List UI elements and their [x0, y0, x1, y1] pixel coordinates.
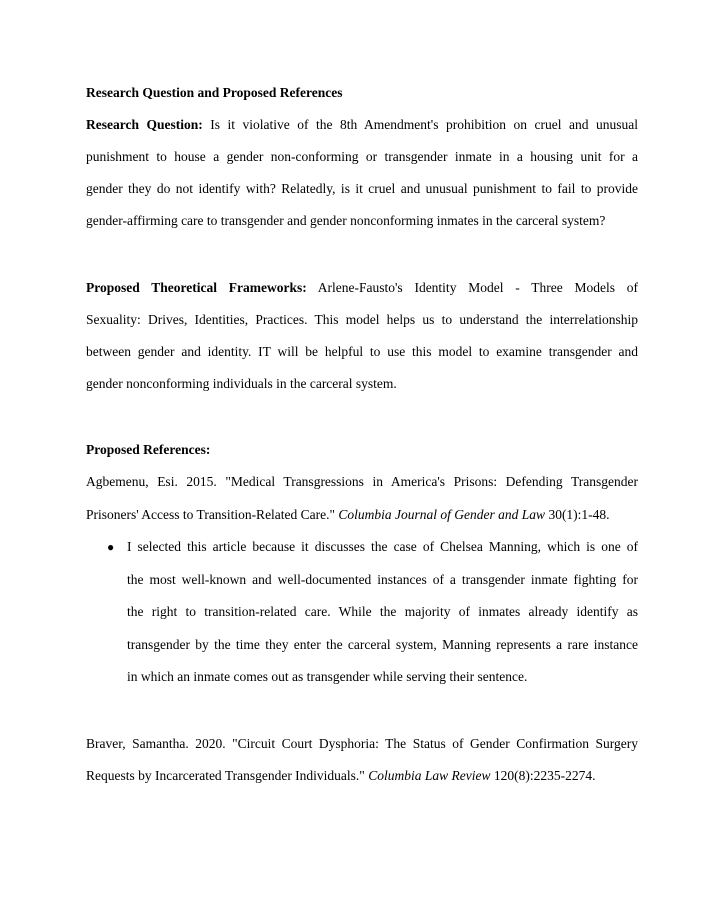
references-heading: Proposed References: — [86, 442, 211, 457]
reference-1-journal: Columbia Journal of Gender and Law — [338, 507, 546, 522]
research-question-line-4: gender-affirming care to transgender and gender nonconforming inmates in the carceral system? — [86, 213, 606, 228]
frameworks-line-3: between gender and identity. IT will be helpful to use this model to examine transgender and — [86, 344, 638, 359]
bullet-icon: ● — [107, 540, 115, 554]
reference-2-line-1: Braver, Samantha. 2020. "Circuit Court Dysphoria: The Status of Gender Confirmation Surgery — [86, 736, 638, 751]
research-question-text: Is it violative of the 8th Amendment's prohibition on cruel and unusual — [202, 117, 638, 132]
research-question-line-2: punishment to house a gender non-conforming or transgender inmate in a housing unit for a — [86, 149, 638, 164]
document-heading: Research Question and Proposed References — [86, 85, 343, 100]
annotation-line-3: the right to transition-related care. While the majority of inmates already identify as — [127, 604, 638, 619]
reference-2-journal: Columbia Law Review — [368, 768, 491, 783]
reference-2-title-end: Requests by Incarcerated Transgender Individuals." — [86, 768, 369, 783]
frameworks-label: Proposed Theoretical Frameworks: — [86, 280, 307, 295]
annotation-line-4: transgender by the time they enter the carceral system, Manning represents a rare instance — [127, 637, 638, 652]
frameworks-line-4: gender nonconforming individuals in the carceral system. — [86, 376, 397, 391]
reference-1-line-1: Agbemenu, Esi. 2015. "Medical Transgressions in America's Prisons: Defending Transgender — [86, 474, 638, 489]
frameworks-text: Arlene-Fausto's Identity Model - Three Models of — [306, 280, 638, 295]
frameworks-line-2: Sexuality: Drives, Identities, Practices. This model helps us to understand the interrelationship — [86, 312, 638, 327]
reference-2-citation: 120(8):2235-2274. — [490, 768, 596, 783]
annotation-line-5: in which an inmate comes out as transgender while serving their sentence. — [127, 669, 528, 684]
annotation-line-1: I selected this article because it discusses the case of Chelsea Manning, which is one of — [127, 539, 638, 554]
research-question-line-3: gender they do not identify with? Relatedly, is it cruel and unusual punishment to fail to provide — [86, 181, 638, 196]
reference-1-citation: 30(1):1-48. — [545, 507, 610, 522]
research-question-label: Research Question: — [86, 117, 203, 132]
frameworks-line-1 — [86, 279, 638, 297]
reference-1-title-end: Prisoners' Access to Transition-Related Care." — [86, 507, 339, 522]
reference-2-line-2 — [86, 767, 638, 785]
reference-1-line-2 — [86, 506, 638, 524]
research-question-line-1 — [86, 116, 638, 134]
annotation-line-2: the most well-known and well-documented instances of a transgender inmate fighting for — [127, 572, 638, 587]
